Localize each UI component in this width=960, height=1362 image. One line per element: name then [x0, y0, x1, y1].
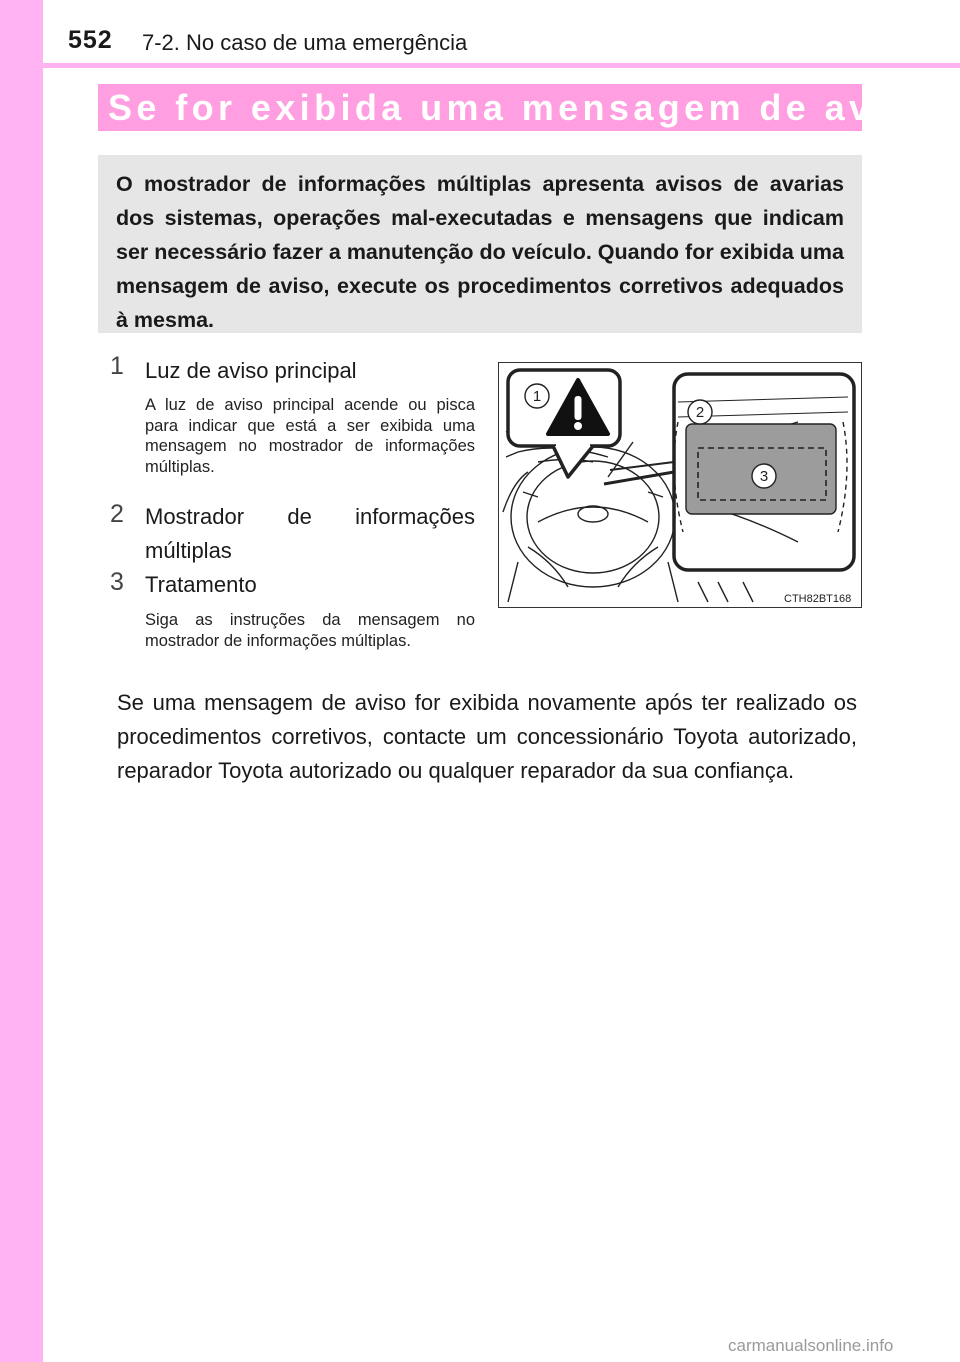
item-title: Mostrador de informações múltiplas	[145, 504, 475, 563]
section-title: 7-2. No caso de uma emergência	[142, 30, 468, 55]
item-number: 2	[110, 500, 124, 528]
closing-paragraph: Se uma mensagem de aviso for exibida novamente após ter realizado os procedimentos corretivos, contacte um concessionário Toyota autorizado, reparador Toyota autorizado ou qualquer reparador da sua confiança.	[117, 690, 857, 783]
intro-text: O mostrador de informações múltiplas apresenta avisos de avarias dos sistemas, operações mal-executadas e mensagens que indicam ser necessário fazer a manutenção do veículo. Quando for exibida uma mensagem de aviso, execute os procedimentos corretivos adequados à mesma.	[116, 172, 844, 332]
watermark: carmanualsonline.info	[728, 1336, 894, 1355]
page-heading: Se for exibida uma mensagem de aviso	[108, 87, 939, 128]
list-item-1	[110, 352, 475, 492]
item-number: 3	[110, 568, 124, 596]
header-rule	[43, 63, 960, 68]
page-number: 552	[68, 26, 113, 54]
list-item-2	[110, 500, 475, 570]
item-title: Tratamento	[145, 572, 257, 597]
side-color-bar	[0, 0, 43, 1362]
callout-2: 2	[695, 404, 705, 421]
dashboard-illustration	[498, 362, 862, 608]
heading-bar	[98, 84, 939, 131]
item-description: Siga as instruções da mensagem no mostrador de informações múltiplas.	[145, 611, 475, 650]
illustration-code: CTH82BT168	[784, 593, 852, 605]
item-description: A luz de aviso principal acende ou pisca para indicar que está a ser exibida uma mensagem no mostrador de informações múltiplas.	[145, 396, 475, 476]
callout-1: 1	[532, 388, 542, 405]
list-item-3	[110, 568, 475, 678]
item-number: 1	[110, 352, 124, 380]
callout-3: 3	[759, 468, 769, 485]
item-title: Luz de aviso principal	[145, 358, 357, 383]
intro-box	[98, 155, 862, 333]
